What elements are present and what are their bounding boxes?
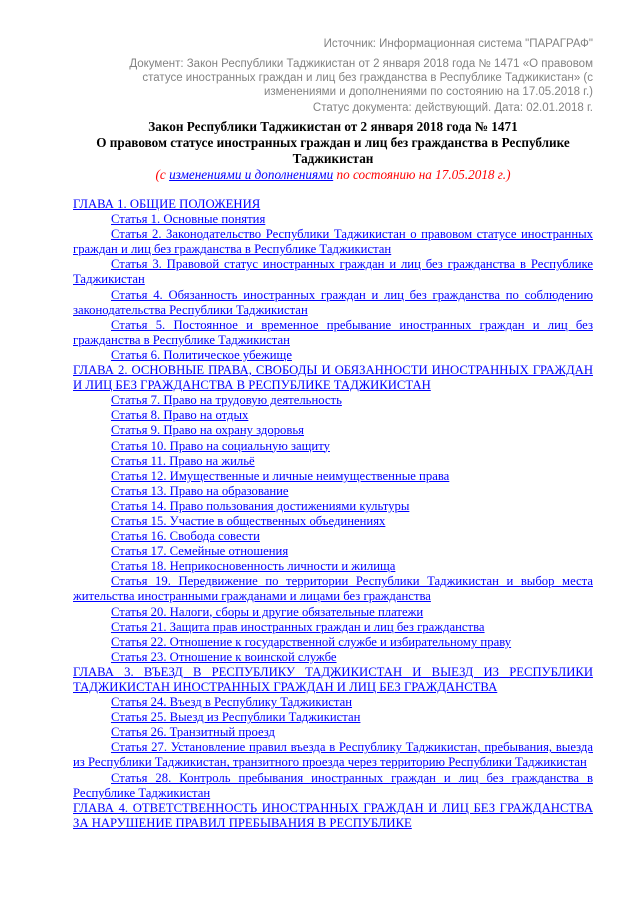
toc-article-entry [73, 710, 593, 725]
toc-article-link[interactable]: Статья 8. Право на отдых [111, 408, 249, 423]
toc-article-link[interactable]: Статья 6. Политическое убежище [111, 347, 292, 362]
toc-article-entry [73, 559, 593, 574]
toc-article-entry [73, 484, 593, 499]
toc-article-link[interactable]: Статья 1. Основные понятия [111, 212, 266, 227]
toc-article-entry [73, 620, 593, 635]
toc-article-entry [73, 212, 593, 227]
toc-article-entry [73, 695, 593, 710]
toc-article-entry [73, 439, 593, 454]
toc-chapter-entry [73, 363, 593, 393]
amendments-link[interactable]: изменениями и дополнениями [169, 167, 334, 182]
toc-article-link[interactable]: Статья 15. Участие в общественных объединениях [111, 513, 386, 528]
toc-article-entry [73, 514, 593, 529]
toc-chapter-link[interactable]: ГЛАВА 4. ОТВЕТСТВЕННОСТЬ ИНОСТРАННЫХ ГРАЖДАН И ЛИЦ БЕЗ ГРАЖДАНСТВА ЗА НАРУШЕНИЕ ПРАВИЛ ПРЕБЫВАНИЯ В РЕСПУБЛИКЕ [73, 800, 593, 830]
toc-article-entry [73, 605, 593, 620]
toc-article-link[interactable]: Статья 27. Установление правил въезда в Республику Таджикистан, пребывания, выезда из Республики Таджикистан, транзитного проезда через территорию Республики Таджикистан [73, 740, 593, 770]
toc-article-entry [73, 257, 593, 287]
toc-article-link[interactable]: Статья 17. Семейные отношения [111, 544, 289, 559]
toc-article-link[interactable]: Статья 14. Право пользования достижениями культуры [111, 498, 410, 513]
toc-article-entry [73, 771, 593, 801]
toc-article-link[interactable]: Статья 25. Выезд из Республики Таджикистан [111, 710, 361, 725]
toc-article-entry [73, 454, 593, 469]
toc-article-link[interactable]: Статья 3. Правовой статус иностранных граждан и лиц без гражданства в Республике Таджикистан [73, 257, 593, 287]
toc-article-link[interactable]: Статья 7. Право на трудовую деятельность [111, 393, 342, 408]
toc-article-link[interactable]: Статья 21. Защита прав иностранных граждан и лиц без гражданства [111, 619, 485, 634]
toc-article-link[interactable]: Статья 19. Передвижение по территории Республики Таджикистан и выбор места жительства иностранными гражданами и лицами без гражданства [73, 574, 593, 604]
toc-article-link[interactable]: Статья 13. Право на образование [111, 483, 289, 498]
toc-article-entry [73, 544, 593, 559]
toc-article-link[interactable]: Статья 5. Постоянное и временное пребывание иностранных граждан и лиц без гражданства в Республике Таджикистан [73, 317, 593, 347]
document-title-line1: Закон Республики Таджикистан от 2 января 2018 года № 1471 [148, 119, 518, 134]
toc-article-entry [73, 288, 593, 318]
toc-chapter-link[interactable]: ГЛАВА 1. ОБЩИЕ ПОЛОЖЕНИЯ [73, 197, 261, 211]
document-title-line2: О правовом статусе иностранных граждан и лиц без гражданства в Республике Таджикистан [96, 135, 570, 166]
toc-article-link[interactable]: Статья 2. Законодательство Республики Таджикистан о правовом статусе иностранных граждан и лиц без гражданства в Республике Таджикистан [73, 227, 593, 257]
toc-article-link[interactable]: Статья 24. Въезд в Республику Таджикистан [111, 695, 353, 710]
toc-article-entry [73, 227, 593, 257]
toc-article-entry [73, 725, 593, 740]
status-line: Статус документа: действующий. Дата: 02.01.2018 г. [312, 102, 593, 114]
toc-article-link[interactable]: Статья 11. Право на жильё [111, 453, 255, 468]
amendment-note [73, 167, 593, 183]
toc-article-entry [73, 423, 593, 438]
document-description-line: Документ: Закон Республики Таджикистан от 2 января 2018 года № 1471 «О правовом статусе иностранных граждан и лиц без гражданства в Республике Таджикистан» (с изменениями и дополнениями по состоянию на 17.05.2018 г.) [129, 58, 593, 98]
toc-article-entry [73, 469, 593, 484]
toc-article-entry [73, 393, 593, 408]
amendment-suffix: по состоянию на 17.05.2018 г.) [333, 167, 511, 182]
toc-article-link[interactable]: Статья 16. Свобода совести [111, 529, 260, 544]
toc-article-link[interactable]: Статья 10. Право на социальную защиту [111, 438, 330, 453]
toc-article-entry [73, 499, 593, 514]
toc-article-link[interactable]: Статья 26. Транзитный проезд [111, 725, 275, 740]
source-line: Источник: Информационная система "ПАРАГРАФ" [323, 38, 593, 50]
toc-article-link[interactable]: Статья 20. Налоги, сборы и другие обязательные платежи [111, 604, 424, 619]
toc-article-link[interactable]: Статья 18. Неприкосновенность личности и жилища [111, 559, 396, 574]
toc-article-entry [73, 318, 593, 348]
toc-article-entry [73, 574, 593, 604]
toc-article-link[interactable]: Статья 12. Имущественные и личные неимущественные права [111, 468, 450, 483]
toc-article-link[interactable]: Статья 4. Обязанность иностранных граждан и лиц без гражданства по соблюдению законодательства Республики Таджикистан [73, 287, 593, 317]
toc-article-link[interactable]: Статья 23. Отношение к воинской службе [111, 649, 337, 664]
document-meta-header [73, 37, 593, 115]
toc-article-entry [73, 650, 593, 665]
toc-article-link[interactable]: Статья 9. Право на охрану здоровья [111, 423, 305, 438]
document-title [83, 119, 583, 167]
table-of-contents [73, 197, 593, 831]
toc-chapter-link[interactable]: ГЛАВА 2. ОСНОВНЫЕ ПРАВА, СВОБОДЫ И ОБЯЗАННОСТИ ИНОСТРАННЫХ ГРАЖДАН И ЛИЦ БЕЗ ГРАЖДАНСТВА В РЕСПУБЛИКЕ ТАДЖИКИСТАН [73, 363, 593, 393]
toc-article-entry [73, 348, 593, 363]
toc-chapter-entry [73, 665, 593, 695]
toc-article-entry [73, 408, 593, 423]
toc-chapter-link[interactable]: ГЛАВА 3. ВЪЕЗД В РЕСПУБЛИКУ ТАДЖИКИСТАН И ВЫЕЗД ИЗ РЕСПУБЛИКИ ТАДЖИКИСТАН ИНОСТРАННЫХ ГРАЖДАН И ЛИЦ БЕЗ ГРАЖДАНСТВА [73, 664, 593, 694]
toc-chapter-entry [73, 801, 593, 831]
toc-article-link[interactable]: Статья 22. Отношение к государственной службе и избирательному праву [111, 634, 512, 649]
toc-chapter-entry [73, 197, 593, 212]
toc-article-entry [73, 529, 593, 544]
toc-article-entry [73, 740, 593, 770]
toc-article-link[interactable]: Статья 28. Контроль пребывания иностранных граждан и лиц без гражданства в Республике Таджикистан [73, 770, 593, 800]
amendment-prefix: (с [155, 167, 170, 182]
toc-article-entry [73, 635, 593, 650]
